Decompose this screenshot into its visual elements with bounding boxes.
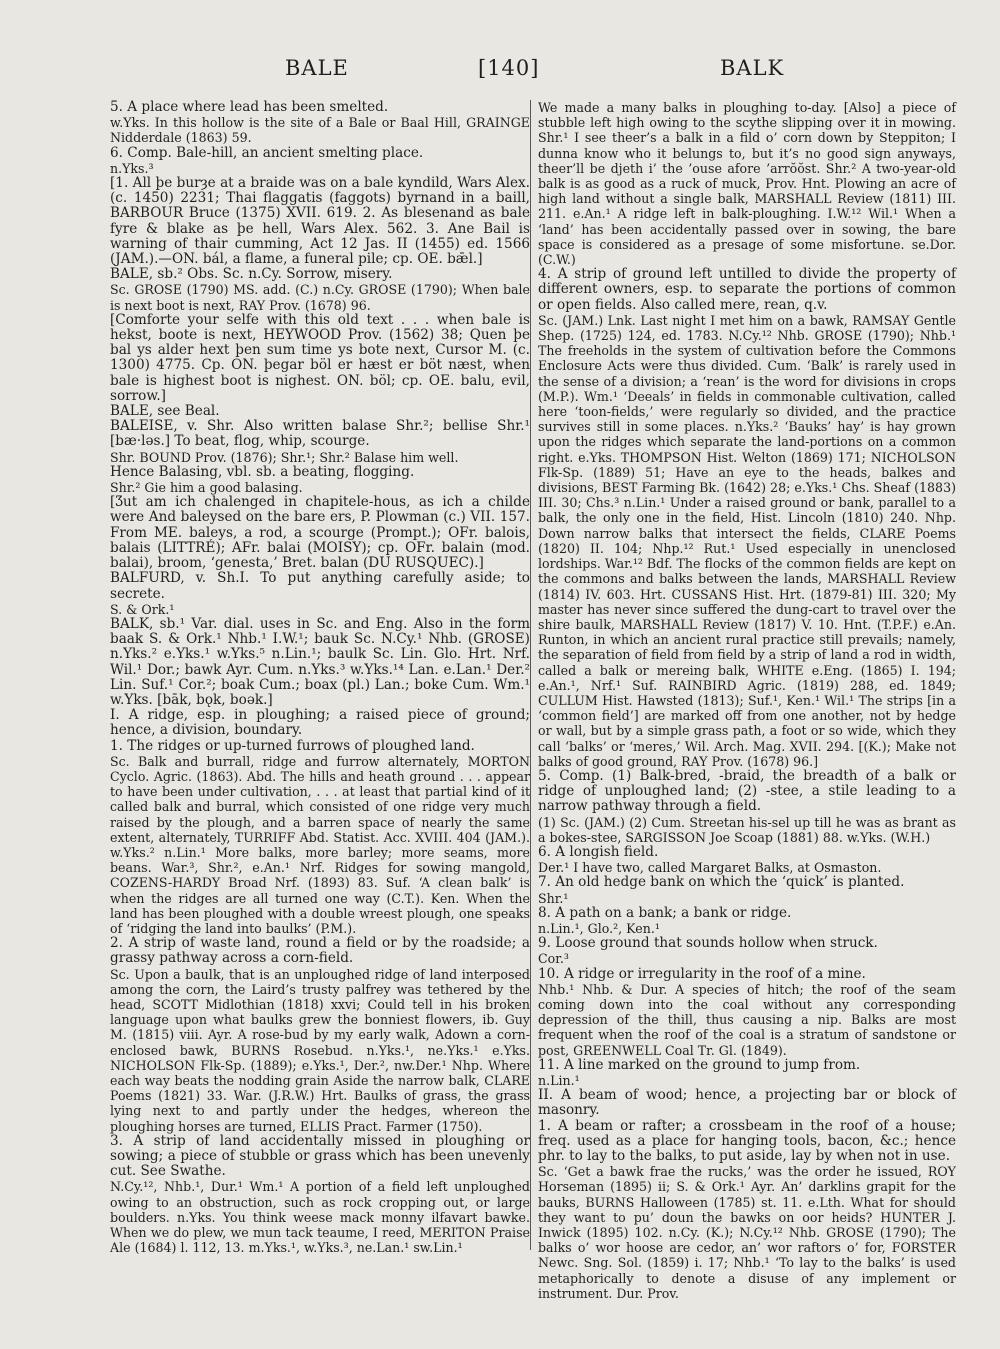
entry-paragraph: [1. All þe burȝe at a braide was on a bale kyndild, Wars Alex. (c. 1450) 2231; Thai flaggatis (faggots) byrnand in a baill, BARBOUR Bruce (1375) XVII. 619. 2. As blesenand as bale fyre & blake as þe hell, Wars Alex. 562. 3. Ane Bail is warning of thair cumming, Act 12 Jas. II (1455) ed. 1566 (JAM.).—ON. bál, a flame, a funeral pile; cp. OE. bǣl.] bbox=[110, 175, 530, 268]
entry-paragraph: w.Yks. In this hollow is the site of a Bale or Baal Hill, GRAINGE Nidderdale (1863) 59. bbox=[110, 115, 530, 146]
entry-paragraph: 6. Comp. Bale-hill, an ancient smelting place. bbox=[110, 144, 424, 161]
entry-paragraph: 3. A strip of land accidentally missed in ploughing or sowing; a piece of stubble or grass which has been unevenly cut. See Swathe. bbox=[110, 1132, 530, 1180]
right-column bbox=[538, 100, 956, 1301]
entry-paragraph: Sc. Balk and burrall, ridge and furrow alternately, MORTON Cyclo. Agric. (1863). Abd. The hills and heath ground . . . appear to have been under cultivation, . . . at least that partial kind of it called balk and burral, which consisted of one ridge very much raised by the plough, and a barren space of nearly the same extent, alternately, TURRIFF Abd. Statist. Acc. XVIII. 404 (JAM.). w.Yks.² n.Lin.¹ More balks, more barley; more seams, more beans. War.³, Shr.², e.An.¹ Nrf. Ridges for sowing mangold, COZENS-HARDY Broad Nrf. (1893) 83. Suf. ‘A clean balk’ is when the ridges are all turned one way (C.T.). Ken. When the land has been ploughed with a double wreest plough, one speaks of ‘ridging the land into baulks’ (P.M.). bbox=[110, 753, 530, 936]
entry-paragraph: Sc. ‘Get a bawk frae the rucks,’ was the order he issued, ROY Horseman (1895) ii; S. & Ork.¹ Ayr. An’ darklins grapit for the bauks, BURNS Halloween (1785) st. 11. e.Lth. What for should they want to pu’ doun the bawks on oor heids? HUNTER J. Inwick (1895) 102. n.Cy. (K.); N.Cy.¹² Nhb. GROSE (1790); The balks o’ wor hoose are cedor, an’ wor raftors o’ for, FORSTER Newc. Sng. Sol. (1859) i. 17; Nhb.¹ ‘To lay to the balks’ is used metaphorically to denote a disuse of any implement or instrument. Dur. Prov. bbox=[538, 1164, 956, 1301]
entry-paragraph: Cor.³ bbox=[538, 951, 569, 967]
entry-paragraph: BALE, see Beal. bbox=[110, 403, 220, 420]
entry-paragraph: BALEISE, v. Shr. Also written balase Shr.²; bellise Shr.¹ [bæ·ləs.] To beat, flog, whip, scourge. bbox=[110, 418, 530, 450]
entry-paragraph: n.Lin.¹ bbox=[538, 1073, 580, 1088]
header-right-word: BALK bbox=[720, 56, 785, 80]
entry-paragraph: 10. A ridge or irregularity in the roof of a mine. bbox=[538, 965, 866, 982]
page-number: [140] bbox=[478, 56, 540, 80]
entry-paragraph: Sc. GROSE (1790) MS. add. (C.) n.Cy. GROSE (1790); When bale is next boot is next, RAY Prov. (1678) 96. bbox=[110, 282, 530, 313]
entry-paragraph: Hence Balasing, vbl. sb. a beating, flogging. bbox=[110, 463, 415, 480]
entry-paragraph: 6. A longish field. bbox=[538, 843, 659, 860]
entry-paragraph: [Ʒut am ich chalenged in chapitele-hous, as ich a childe were And baleysed on the bare ers, P. Plowman (c.) VII. 157. From ME. baleys, a rod, a scourge (Prompt.); OFr. balois, balais (LITTRÉ); AFr. balai (MOISY); cp. OFr. balain (mod. balai), broom, ‘genesta,’ Bret. balan (DU RUSQUEC).] bbox=[110, 494, 530, 572]
entry-paragraph: Sc. (JAM.) Lnk. Last night I met him on a bawk, RAMSAY Gentle Shep. (1725) 124, ed. 1783. N.Cy.¹² Nhb. GROSE (1790); Nhb.¹ The freeholds in the system of cultivation before the Commons Enclosure Acts were thus divided. Cum. ‘Balk’ is rarely used in the sense of a division; a ‘rean’ is the word for divisions in crops (M.P.). Wm.¹ ‘Deeals’ in fields in commonable cultivation, called here ‘toon-fields,’ were regularly so divided, and the practice survives still in some places. n.Yks.² ‘Bauks’ hay’ is hay grown upon the ridges which separate the land-portions on a common right. e.Yks. THOMPSON Hist. Welton (1869) 171; NICHOLSON Flk-Sp. (1889) 51; Have an eye to the heads, balkes and divisions, BEST Farming Bk. (1642) 28; e.Yks.¹ Chs. Sheaf (1883) III. 30; Chs.³ n.Lin.¹ Under a raised ground or bank, parallel to a balk, the only one in the field, Hist. Lincoln (1810) 240. Nhp. Down narrow balks that intersect the fields, CLARE Poems (1820) II. 104; Nhp.¹² Rut.¹ Used especially in unenclosed lordships. War.¹² Bdf. The flocks of the common fields are kept on the commons and balks between the lands, MARSHALL Review (1814) IV. 603. Hrt. CUSSANS Hist. Hrt. (1879-81) III. 320; My master has never since suffered the dung-cart to travel over the shire baulk, MARSHALL Review (1817) V. 10. Hnt. (T.P.F.) e.An. Runton, in which an ancient rural practice still prevails; namely, the separation of field from field by a strip of land a rod in width, called a balk or mereing balk, WHITE e.Eng. (1865) I. 194; e.An.¹, Nrf.¹ Suf. RAINBIRD Agric. (1819) 288, ed. 1849; CULLUM Hist. Hawsted (1813); Suf.¹, Ken.¹ Wil.¹ The strips [in a ‘common field’] are marked off from one another, not by hedge or wall, but by a simple grass path, a foot or so wide, which they call ‘balks’ or ‘meres,’ Wil. Arch. Mag. XVII. 294. [(K.); Make not balks of good ground, RAY Prov. (1678) 96.] bbox=[538, 312, 956, 769]
entry-paragraph: (1) Sc. (JAM.) (2) Cum. Streetan his-sel up till he was as brant as a bokes-stee, SARGISSON Joe Scoap (1881) 88. w.Yks. (W.H.) bbox=[538, 814, 956, 845]
entry-paragraph: 11. A line marked on the ground to jump from. bbox=[538, 1056, 861, 1073]
entry-paragraph: n.Yks.³ bbox=[110, 160, 154, 176]
entry-paragraph: 9. Loose ground that sounds hollow when struck. bbox=[538, 935, 878, 952]
entry-paragraph: 8. A path on a bank; a bank or ridge. bbox=[538, 904, 792, 921]
entry-paragraph: n.Lin.¹, Glo.², Ken.¹ bbox=[538, 920, 660, 936]
entry-paragraph: S. & Ork.¹ bbox=[110, 601, 175, 617]
header-left-word: BALE bbox=[285, 56, 349, 80]
entry-paragraph: Nhb.¹ Nhb. & Dur. A species of hitch; the roof of the seam coming down into the coal without any corresponding depression of the thill, thus causing a nip. Balks are most frequent when the roof of the coal is a stratum of sandstone or post, GREENWELL Coal Tr. Gl. (1849). bbox=[538, 981, 956, 1058]
left-column bbox=[110, 100, 530, 1255]
entry-paragraph: N.Cy.¹², Nhb.¹, Dur.¹ Wm.¹ A portion of a field left unploughed owing to an obstruction, such as rock cropping out, or large boulders. n.Yks. You think weese mack monny ilfavart bawke. When we do plew, we mun tack teaume, I reed, MERITON Praise Ale (1684) l. 112, 13. m.Yks.¹, w.Yks.³, ne.Lan.¹ sw.Lin.¹ bbox=[110, 1179, 530, 1256]
entry-paragraph: 1. The ridges or up-turned furrows of ploughed land. bbox=[110, 737, 475, 754]
entry-paragraph: II. A beam of wood; hence, a projecting bar or block of masonry. bbox=[538, 1087, 956, 1119]
entry-paragraph: I. A ridge, esp. in ploughing; a raised piece of ground; hence, a division, boundary. bbox=[110, 707, 530, 739]
entry-paragraph: Shr.¹ bbox=[538, 890, 569, 906]
entry-paragraph: Shr. BOUND Prov. (1876); Shr.¹; Shr.² Balase him well. bbox=[110, 449, 459, 465]
column-divider bbox=[530, 100, 531, 1250]
entry-paragraph: 4. A strip of ground left untilled to divide the property of different owners, esp. to separate the portions of common or open fields. Also called mere, rean, q.v. bbox=[538, 266, 956, 313]
entry-paragraph: BALFURD, v. Sh.I. To put anything carefully aside; to secrete. bbox=[110, 570, 530, 602]
entry-paragraph: Sc. Upon a baulk, that is an unploughed ridge of land interposed among the corn, the Laird’s trusty palfrey was tethered by the head, SCOTT Midlothian (1818) xxvi; Could tell in his broken language upon what baulks grew the bonniest flowers, ib. Guy M. (1815) viii. Ayr. A rose-bud by my early walk, Adown a corn-enclosed bawk, BURNS Rosebud. n.Yks.¹, ne.Yks.¹ e.Yks. NICHOLSON Flk-Sp. (1889); e.Yks.¹, Der.², nw.Der.¹ Nhp. Where each way beats the nodding grain Aside the narrow balk, CLARE Poems (1821) 33. War. (J.R.W.) Hrt. Baulks of grass, the grass lying next to and partly under the hedges, whereon the ploughing horses are turned, ELLIS Pract. Farmer (1750). bbox=[110, 966, 530, 1134]
entry-paragraph: BALE, sb.² Obs. Sc. n.Cy. Sorrow, misery. bbox=[110, 266, 393, 283]
entry-paragraph: 1. A beam or rafter; a crossbeam in the roof of a house; freq. used as a place for hanging tools, bacon, &c.; hence phr. to lay to the balks, to put aside, lay by when not in use. bbox=[538, 1117, 956, 1165]
entry-paragraph: [Comforte your selfe with this old text . . . when bale is hekst, boote is next, HEYWOOD Prov. (1562) 38; Quen þe bal ys alder hext þen sum time ys bote next, Cursor M. (c. 1300) 4775. Cp. ON. þegar böl er hæst er böt næst, when bale is highest boot is nighest. ON. böl; cp. OE. balu, evil, sorrow.] bbox=[110, 311, 530, 404]
entry-paragraph: 2. A strip of waste land, round a field or by the roadside; a grassy pathway across a corn-field. bbox=[110, 935, 530, 967]
entry-paragraph: Shr.² Gie him a good balasing. bbox=[110, 480, 303, 496]
entry-paragraph: 5. A place where lead has been smelted. bbox=[110, 99, 389, 115]
entry-paragraph: Der.¹ I have two, called Margaret Balks, at Osmaston. bbox=[538, 860, 882, 876]
entry-paragraph: We made a many balks in ploughing to-day. [Also] a piece of stubble left high owing to the scythe slipping over it in mowing. Shr.¹ I see theer’s a balk in a fild o’ corn down by Steppiton; I dunna know who it belungs to, but it’s no good sign anyways, theer’ll be djeth i’ the ’ouse afore ’arrŏŏst. Shr.² A two-year-old balk is as good as a ruck of muck, Prov. Hnt. Plowing an acre of high land without a single balk, MARSHALL Review (1811) III. 211. e.An.¹ A ridge left in balk-ploughing. I.W.¹² Wil.¹ When a ‘land’ has been accidentally passed over in sowing, the bare space is considered as a presage of some misfortune. se.Dor. (C.W.) bbox=[538, 100, 956, 268]
entry-paragraph: 5. Comp. (1) Balk-bred, -braid, the breadth of a balk or ridge of unploughed land; (2) -stee, a stile leading to a narrow pathway through a field. bbox=[538, 767, 956, 815]
entry-paragraph: BALK, sb.¹ Var. dial. uses in Sc. and Eng. Also in the form baak S. & Ork.¹ Nhb.¹ I.W.¹; bauk Sc. N.Cy.¹ Nhb. (GROSE) n.Yks.² e.Yks.¹ w.Yks.⁵ n.Lin.¹; baulk Sc. Lin. Glo. Hrt. Nrf. Wil.¹ Dor.; bawk Ayr. Cum. n.Yks.³ w.Yks.¹⁴ Lan. e.Lan.¹ Der.² Lin. Suf.¹ Cor.²; boak Cum.; boax (pl.) Lan.; boke Cum. Wm.¹ w.Yks. [bāk, bǫk, boək.] bbox=[110, 615, 530, 708]
page-header bbox=[0, 56, 1000, 96]
entry-paragraph: 7. An old hedge bank on which the ‘quick’ is planted. bbox=[538, 874, 905, 891]
